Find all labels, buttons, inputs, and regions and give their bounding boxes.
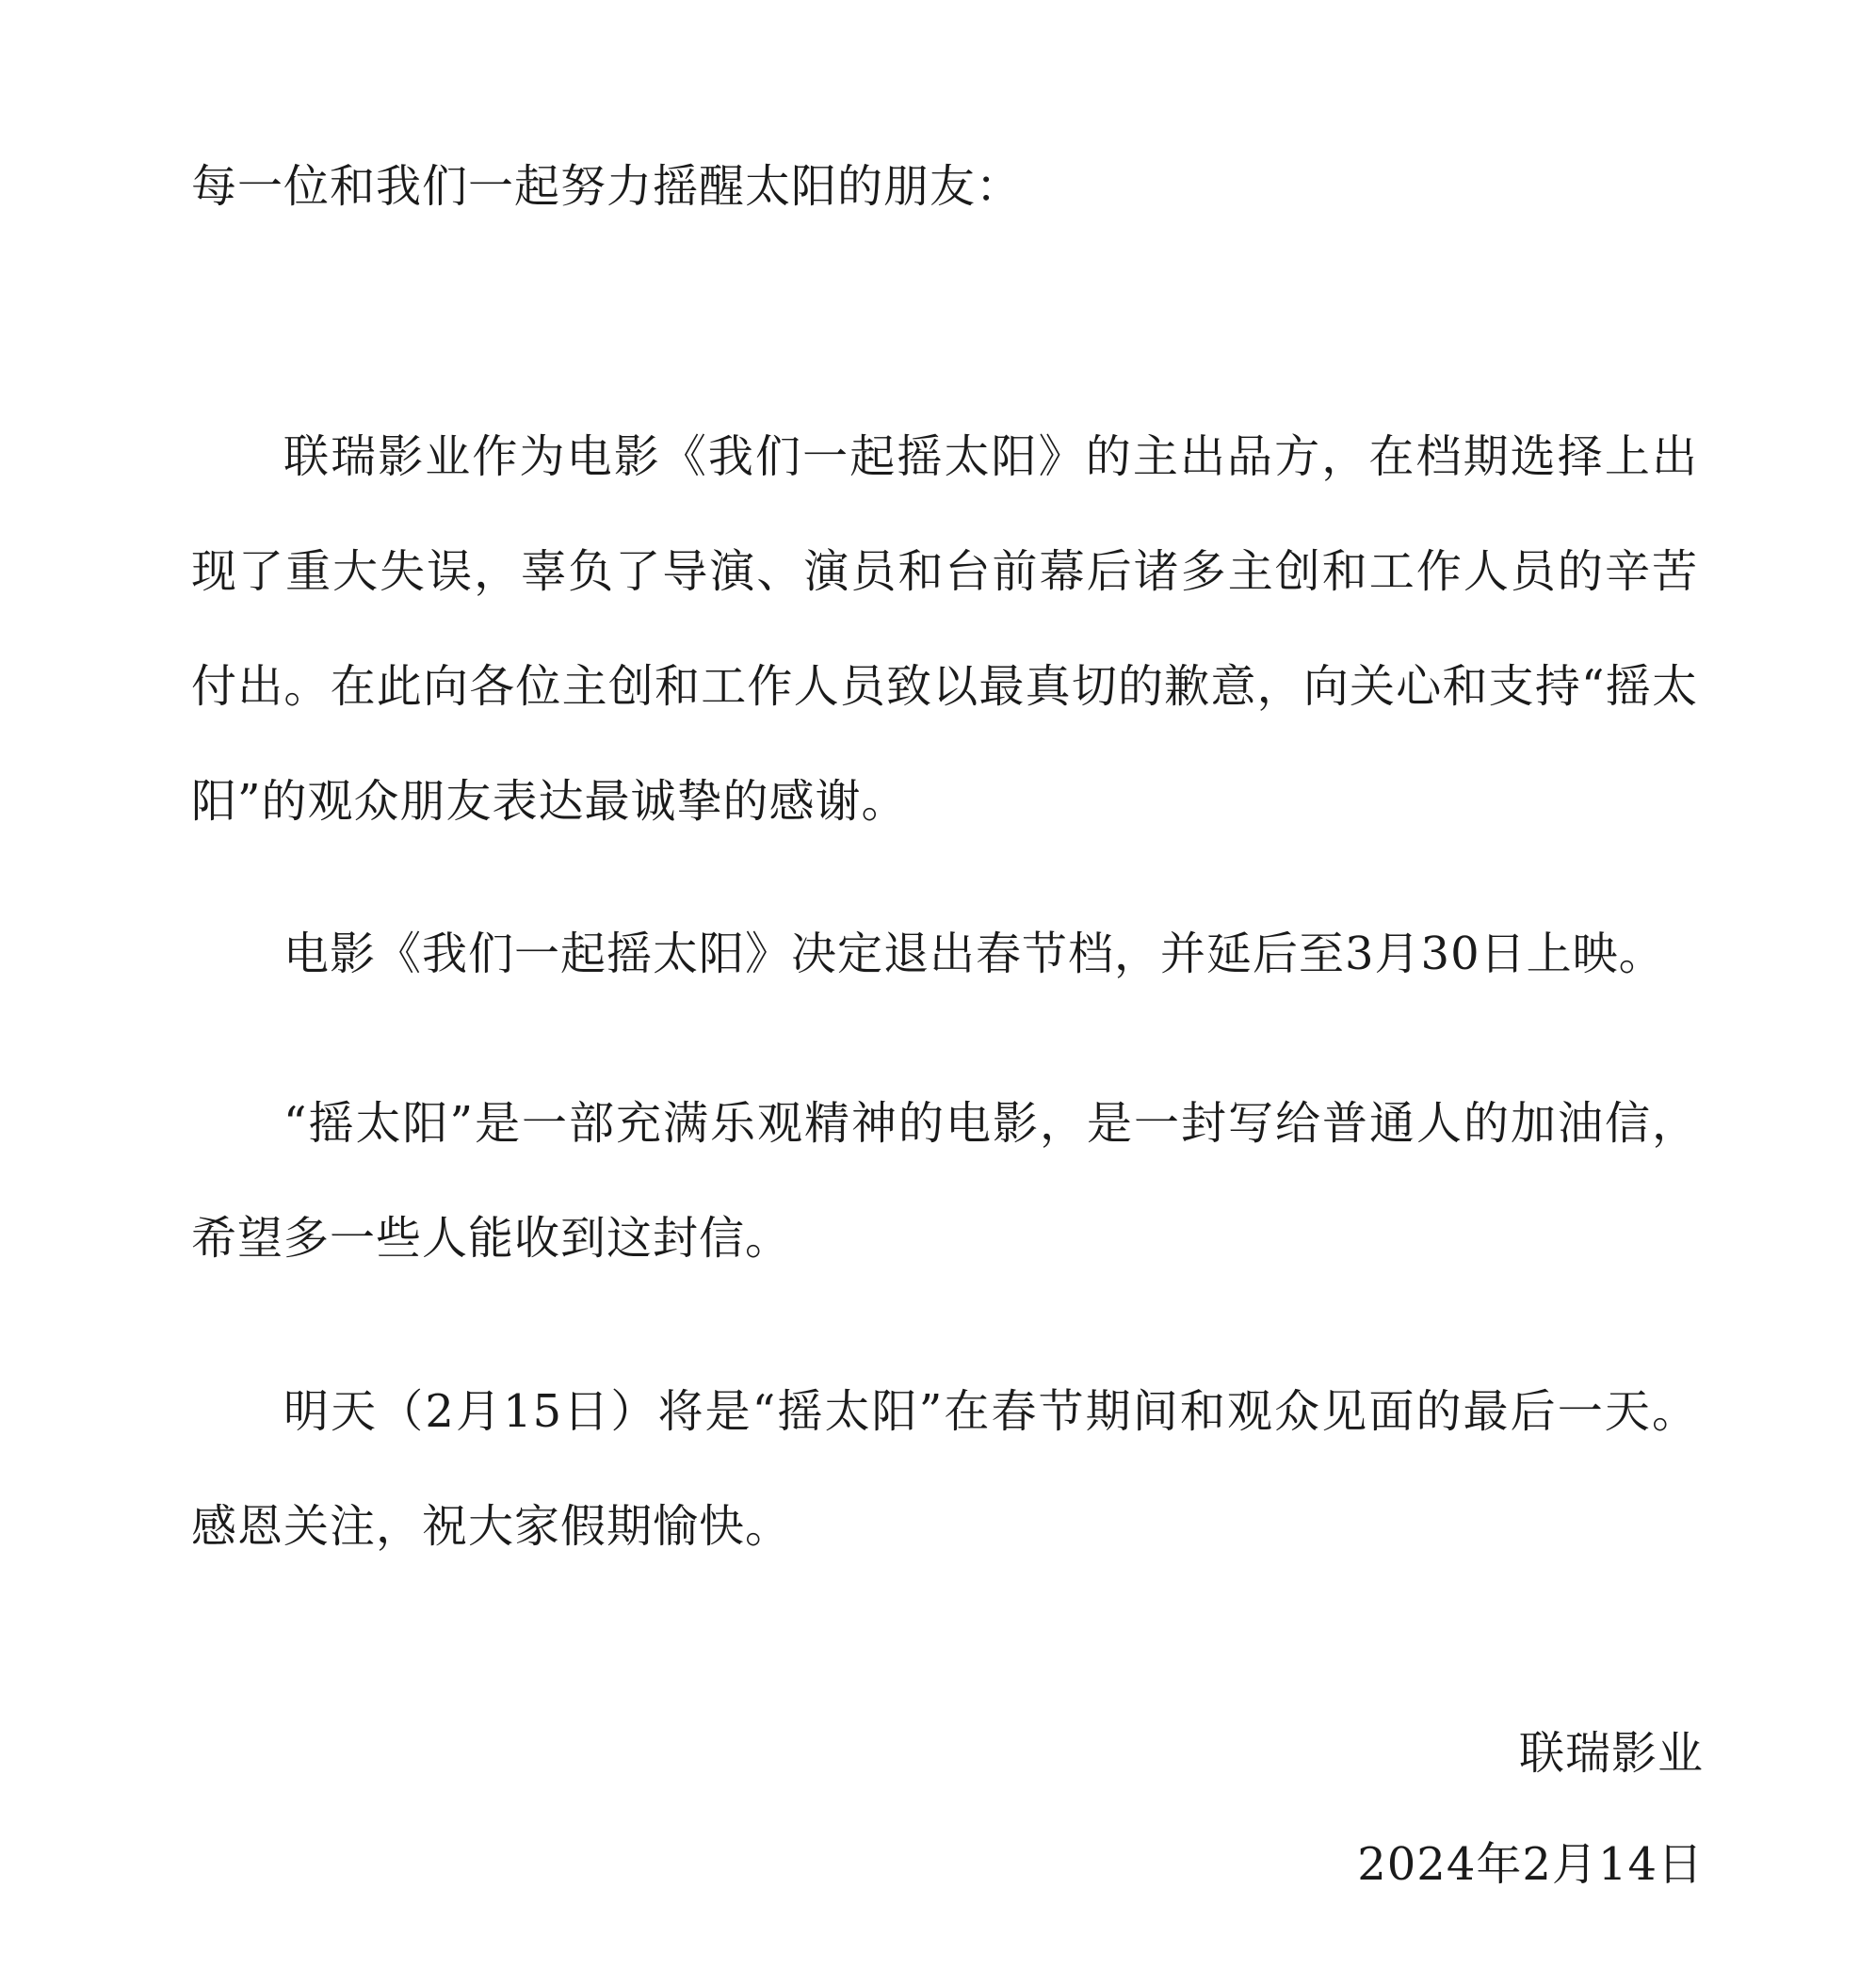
letter-body [191,158,1698,1584]
paragraph-closing: 明天（2月15日）将是“摇太阳”在春节期间和观众见面的最后一天。感恩关注，祝大家假期愉快。 [191,1385,1698,1553]
salutation: 每一位和我们一起努力摇醒太阳的朋友： [191,160,1023,213]
paragraph-movie-message: “摇太阳”是一部充满乐观精神的电影，是一封写给普通人的加油信，希望多一些人能收到这封信。 [191,1097,1698,1265]
paragraph-apology: 联瑞影业作为电影《我们一起摇太阳》的主出品方，在档期选择上出现了重大失误，辜负了导演、演员和台前幕后诸多主创和工作人员的辛苦付出。在此向各位主创和工作人员致以最真切的歉意，向关心和支持“摇太阳”的观众朋友表达最诚挚的感谢。 [191,430,1698,828]
signature-company: 联瑞影业 [1518,1727,1704,1780]
signature-date: 2024年2月14日 [1357,1838,1704,1891]
paragraph-release-date: 电影《我们一起摇太阳》决定退出春节档，并延后至3月30日上映。 [283,928,1665,980]
